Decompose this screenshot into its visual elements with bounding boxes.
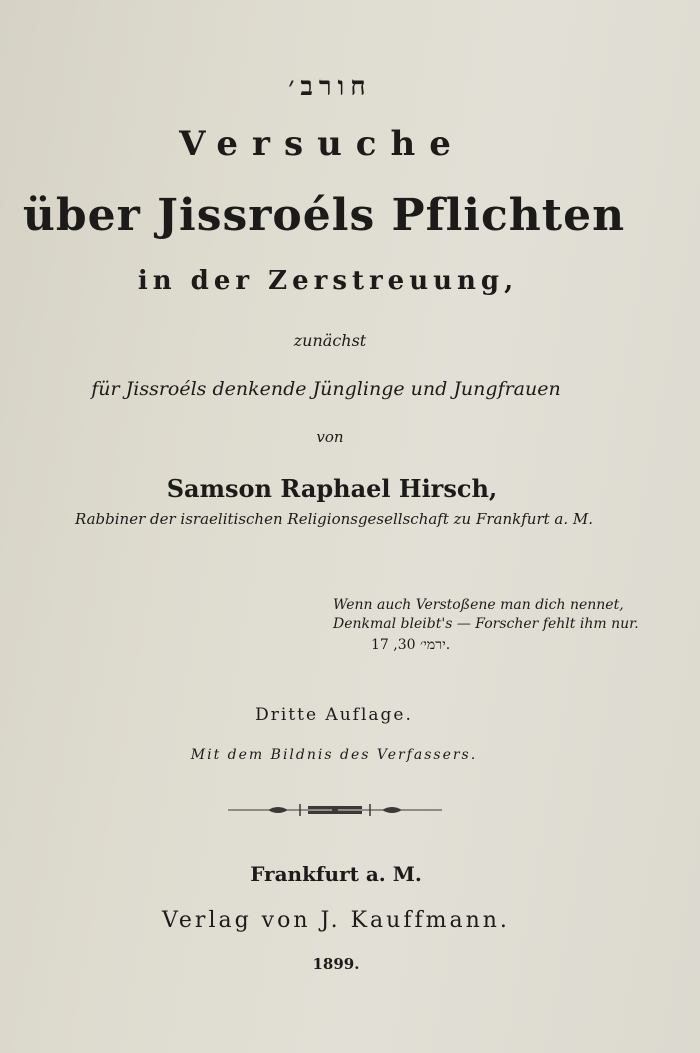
motto-reference: ירמי׳ 30, 17. — [371, 637, 451, 653]
publisher-city: Frankfurt a. M. — [250, 862, 422, 886]
portrait-note: Mit dem Bildnis des Verfassers. — [190, 747, 478, 763]
motto-line-1: Wenn auch Verstoßene man dich nennet, — [333, 597, 624, 613]
author-name: Samson Raphael Hirsch, — [166, 474, 498, 503]
hebrew-title: חורב׳ — [288, 72, 372, 102]
publisher-name: Verlag von J. Kauffmann. — [162, 908, 510, 933]
ornament-divider — [228, 800, 442, 820]
zunaechst-text: zunächst — [293, 331, 367, 350]
subtitle-zerstreuung: in der Zerstreuung, — [137, 266, 519, 296]
main-title: über Jissroéls Pflichten — [22, 190, 626, 241]
edition-text: Dritte Auflage. — [255, 705, 413, 725]
title-versuche: Versuche — [179, 124, 465, 164]
von-text: von — [316, 428, 344, 446]
subtitle-audience: für Jissroéls denkende Jünglinge und Jungfrauen — [91, 378, 561, 400]
motto-line-2: Denkmal bleibt's — Forscher fehlt ihm nur. — [333, 616, 639, 632]
author-role: Rabbiner der israelitischen Religionsgesellschaft zu Frankfurt a. M. — [74, 510, 594, 528]
publication-year: 1899. — [312, 955, 360, 973]
